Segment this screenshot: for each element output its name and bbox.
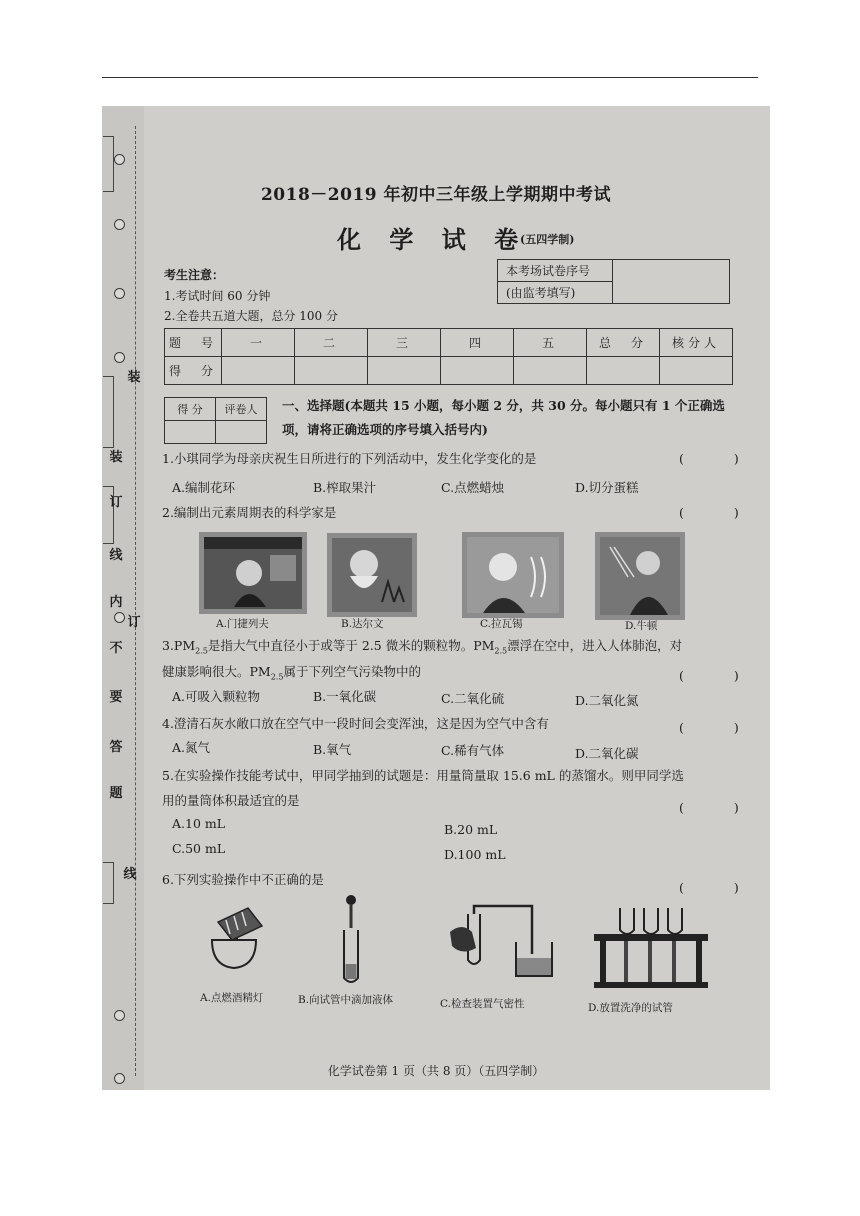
question-stem: 2.编制出元素周期表的科学家是	[162, 505, 337, 520]
binding-char: 订	[127, 615, 141, 630]
option: A.氮气	[172, 740, 211, 755]
score-table	[164, 328, 733, 385]
notice-heading: 考生注意：	[164, 268, 225, 282]
option: A.10 mL	[172, 816, 226, 831]
alcohol-lamp-icon	[204, 900, 270, 974]
binding-char: 答	[109, 740, 123, 755]
scientist-portrait-icon	[204, 537, 302, 609]
stamp-image	[595, 532, 685, 620]
score-cell[interactable]	[660, 357, 733, 385]
option: D.二氧化氮	[575, 693, 639, 708]
score-header: 一	[222, 329, 295, 357]
stamp-image	[462, 532, 564, 618]
airtightness-check-icon	[444, 902, 562, 982]
option: D.放置洗净的试管	[588, 1002, 673, 1014]
option: C.稀有气体	[441, 743, 505, 758]
binding-char: 题	[109, 786, 123, 801]
seq-label: 本考场试卷序号	[498, 260, 613, 282]
binding-char: 要	[109, 690, 123, 705]
binding-char: 订	[109, 495, 123, 510]
subject-system: (五四学制)	[520, 233, 575, 246]
option: C.点燃蜡烛	[441, 480, 505, 495]
score-cell[interactable]	[587, 357, 660, 385]
test-tube-rack-icon	[590, 900, 712, 990]
score-header: 三	[368, 329, 441, 357]
question-stem: 5.在实验操作技能考试中，甲同学抽到的试题是：用量筒量取 15.6 mL 的蒸馏水。则甲同学选	[162, 768, 684, 783]
score-cell[interactable]	[368, 357, 441, 385]
test-tube-dropper-icon	[336, 894, 366, 986]
binding-hole	[114, 352, 125, 363]
question-stem: 用的量筒体积最适宜的是	[162, 793, 300, 808]
binding-hole	[114, 154, 125, 165]
option: B.达尔文	[341, 618, 384, 630]
grader-header: 得 分	[165, 398, 216, 421]
score-cell[interactable]	[295, 357, 368, 385]
option: C.拉瓦锡	[480, 618, 523, 630]
question-stem: 健康影响很大。$PM_{2.5}$属于下列空气污染物中的	[162, 664, 421, 682]
seq-box	[497, 259, 730, 304]
grader-cell[interactable]	[216, 421, 267, 444]
option: B.20 mL	[444, 822, 498, 837]
score-row-label: 得 分	[165, 357, 222, 385]
binding-hole	[114, 1010, 125, 1021]
binding-line	[135, 126, 136, 1076]
binding-char: 线	[109, 548, 123, 563]
score-cell[interactable]	[514, 357, 587, 385]
option: C.50 mL	[172, 841, 226, 856]
answer-paren[interactable]: ( )	[679, 505, 739, 520]
question-stem: 1.小琪同学为母亲庆祝生日所进行的下列活动中，发生化学变化的是	[162, 451, 537, 466]
bracket	[103, 376, 114, 448]
scientist-portrait-icon	[600, 537, 680, 615]
score-header: 二	[295, 329, 368, 357]
binding-hole	[114, 288, 125, 299]
notice-item: 2.全卷共五道大题，总分 100 分	[164, 309, 338, 323]
binding-hole	[114, 612, 125, 623]
binding-char: 装	[109, 450, 123, 465]
seq-field[interactable]	[613, 260, 730, 304]
score-header: 四	[441, 329, 514, 357]
subject-title: 化 学 试 卷	[337, 225, 529, 254]
question-stem: $3.PM_{2.5}$是指大气中直径小于或等于 2.5 微米的颗粒物。$PM_{2.5}$漂浮在空中，进入人体肺泡，对	[162, 638, 683, 656]
answer-paren[interactable]: ( )	[679, 720, 739, 735]
option: D.切分蛋糕	[575, 480, 639, 495]
option: B.向试管中滴加液体	[298, 994, 394, 1006]
option: D.100 mL	[444, 847, 506, 862]
section-heading: 一、选择题(本题共 15 小题，每小题 2 分，共 30 分。每小题只有 1 个正确选项，请将正确选项的序号填入括号内)	[282, 398, 725, 437]
scientist-portrait-icon	[332, 538, 412, 612]
option: D.牛顿	[625, 620, 658, 632]
binding-hole	[114, 219, 125, 230]
option: C.二氧化硫	[441, 691, 505, 706]
score-header: 总 分	[587, 329, 660, 357]
question-stem: 6.下列实验操作中不正确的是	[162, 872, 324, 887]
option: A.可吸入颗粒物	[172, 689, 261, 704]
binding-char: 线	[123, 867, 137, 882]
score-header: 五	[514, 329, 587, 357]
answer-paren[interactable]: ( )	[679, 451, 739, 466]
exam-title: 2018－2019 年初中三年级上学期期中考试	[260, 185, 612, 205]
scientist-portrait-icon	[467, 537, 559, 613]
grader-cell[interactable]	[165, 421, 216, 444]
seq-sub: (由监考填写)	[498, 282, 613, 304]
option: A.门捷列夫	[216, 618, 269, 630]
notice-item: 1.考试时间 60 分钟	[164, 289, 271, 303]
grader-table	[164, 397, 267, 444]
answer-paren[interactable]: ( )	[679, 668, 739, 683]
stamp-image	[199, 532, 307, 614]
grader-header: 评卷人	[216, 398, 267, 421]
score-cell[interactable]	[441, 357, 514, 385]
question-stem: 4.澄清石灰水敞口放在空气中一段时间会变浑浊，这是因为空气中含有	[162, 716, 549, 731]
option: A.编制花环	[172, 480, 236, 495]
answer-paren[interactable]: ( )	[679, 800, 739, 815]
score-cell[interactable]	[222, 357, 295, 385]
exam-page	[102, 106, 770, 1090]
score-header: 题 号	[165, 329, 222, 357]
binding-char: 内	[109, 595, 123, 610]
option: B.一氧化碳	[313, 689, 377, 704]
option: B.氧气	[313, 742, 352, 757]
binding-char: 不	[109, 641, 123, 656]
stamp-image	[327, 533, 417, 617]
score-header: 核分人	[660, 329, 733, 357]
page-footer: 化学试卷第 1 页（共 8 页）（五四学制）	[327, 1064, 545, 1078]
binding-char: 装	[127, 370, 141, 385]
bracket	[103, 862, 114, 904]
option: B.榨取果汁	[313, 480, 377, 495]
answer-paren[interactable]: ( )	[679, 880, 739, 895]
top-rule	[102, 77, 758, 78]
option: D.二氧化碳	[575, 746, 639, 761]
option: A.点燃酒精灯	[200, 992, 264, 1004]
option: C.检查装置气密性	[440, 998, 525, 1010]
